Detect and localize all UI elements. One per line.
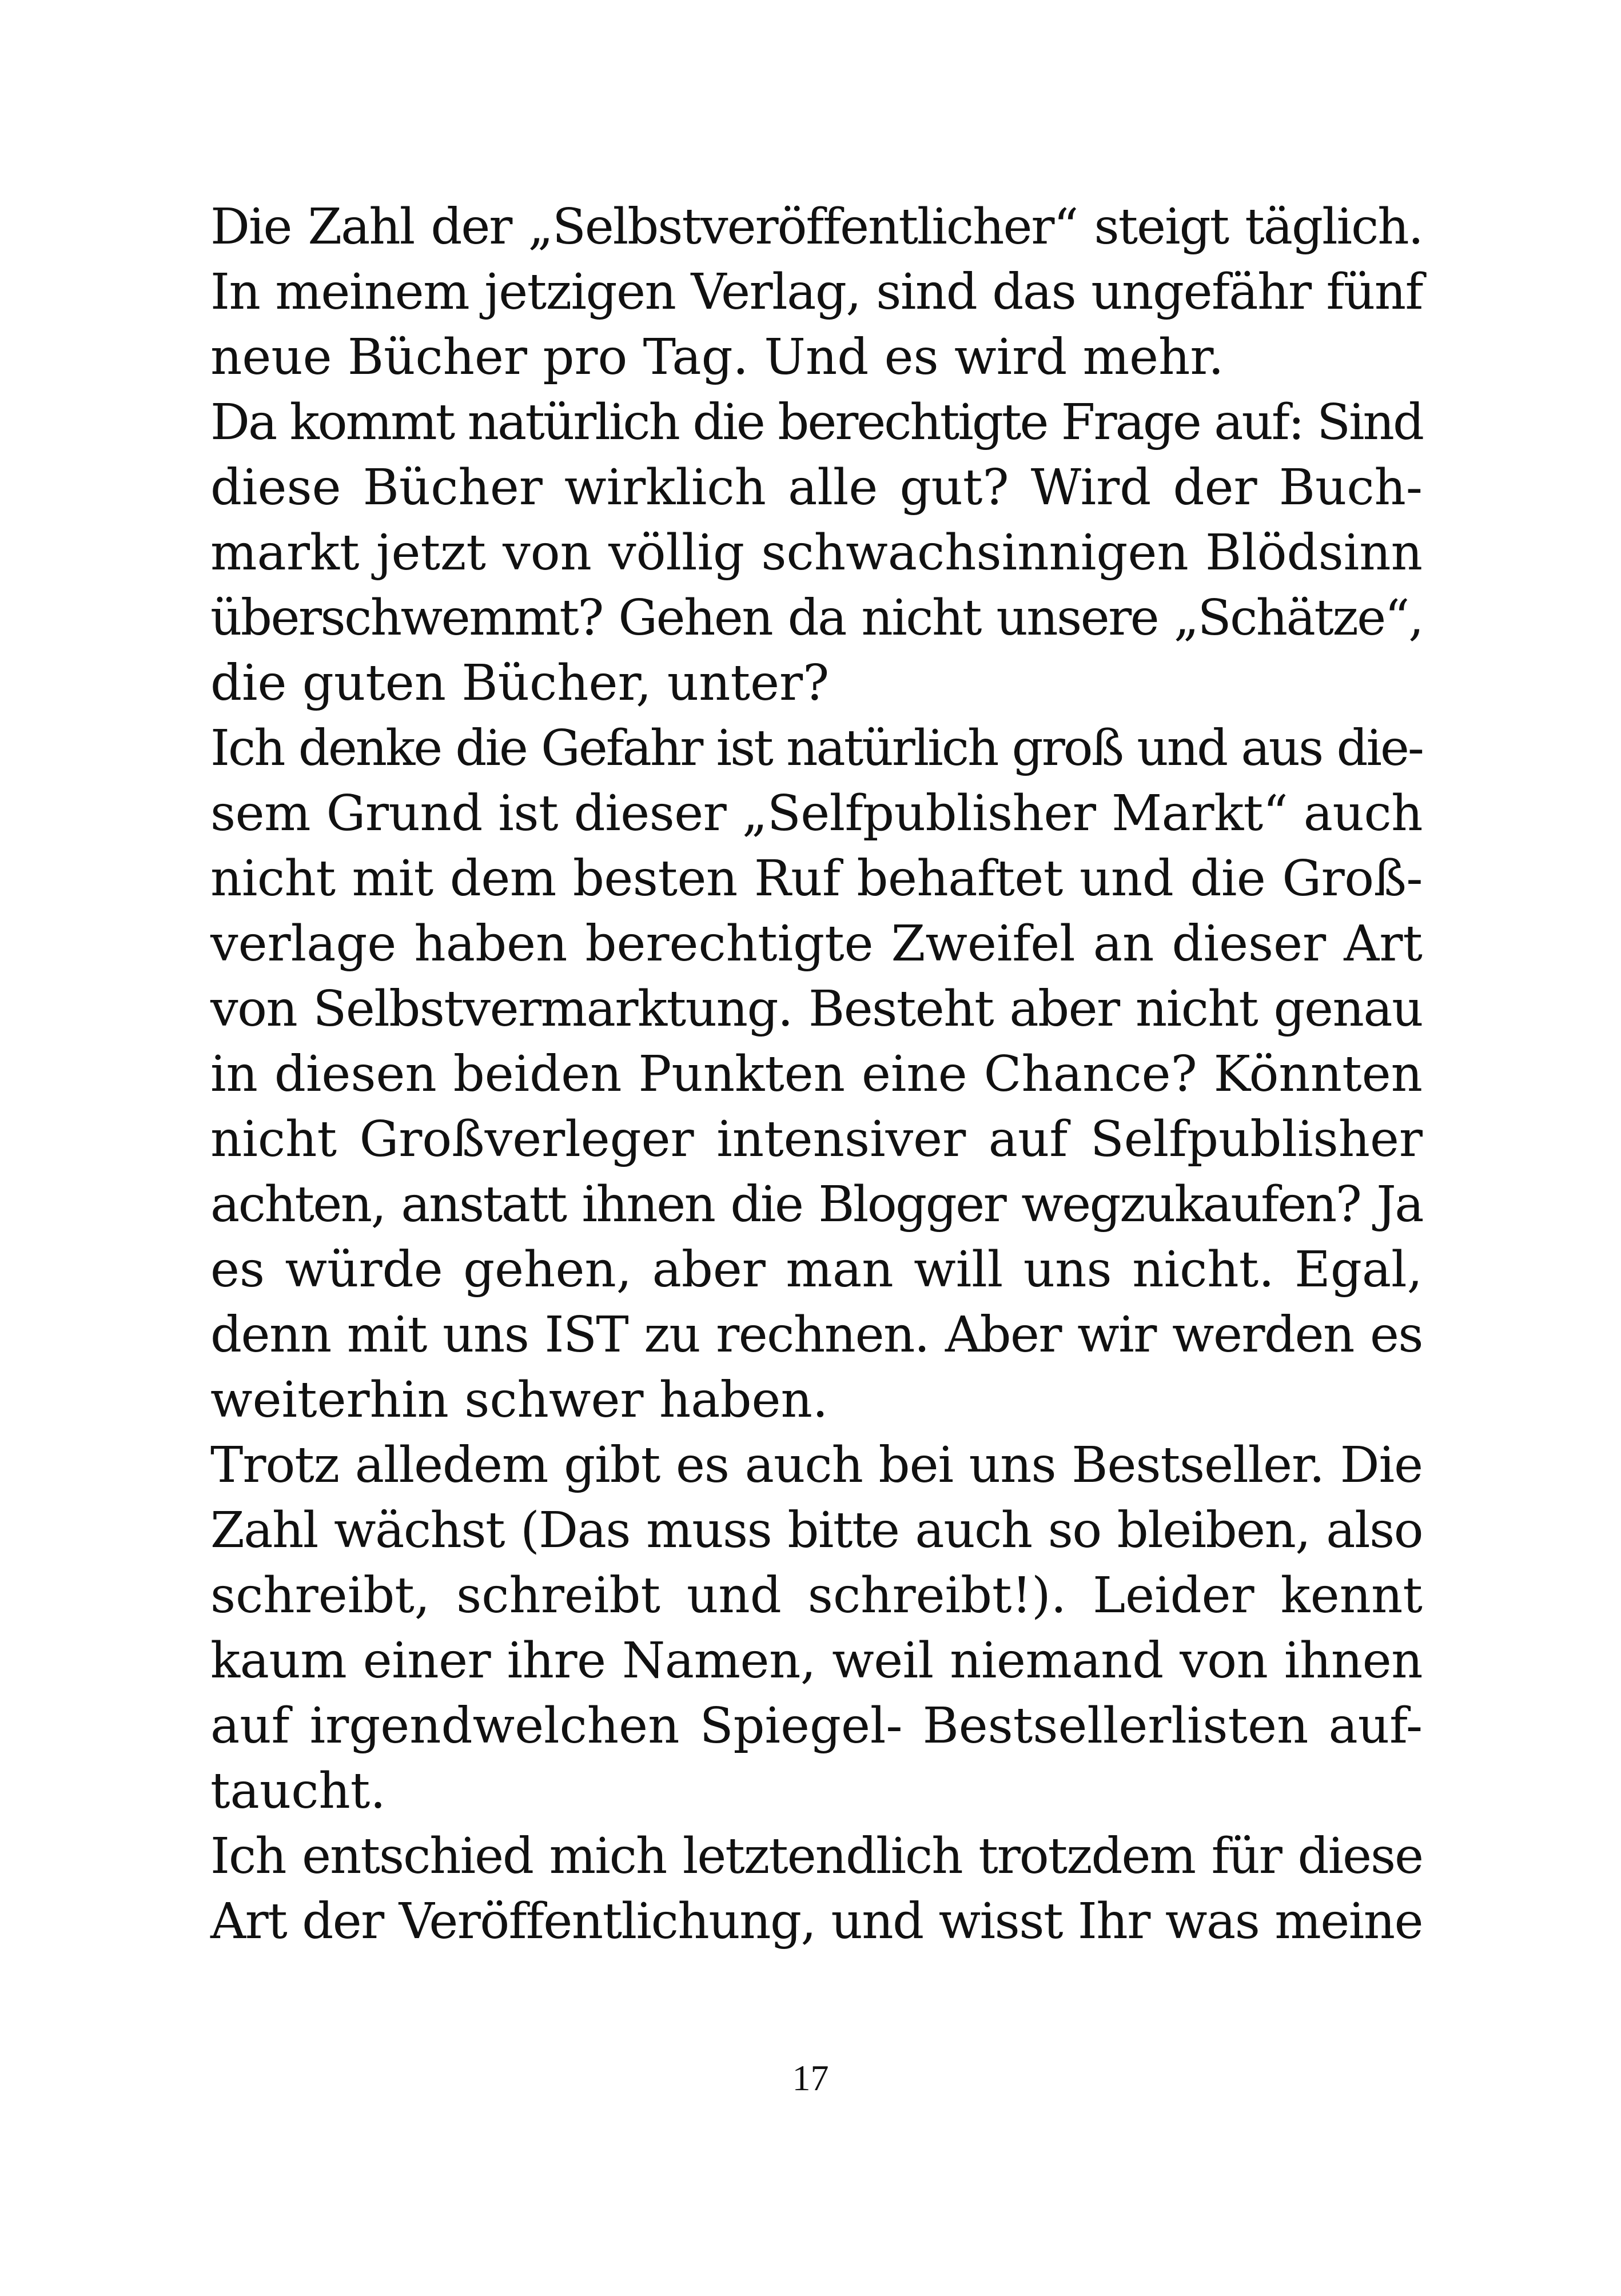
text-line: von Selbstvermarktung. Besteht aber nicht genau xyxy=(210,980,1423,1038)
text-line: denn mit uns IST zu rechnen. Aber wir werden es xyxy=(210,1306,1423,1364)
text-line: Die Zahl der „Selbstveröffentlicher“ steigt täglich. xyxy=(210,198,1423,256)
text-line: auf irgendwelchen Spiegel- Bestsellerlisten auf- xyxy=(210,1697,1423,1755)
text-line: Ich entschied mich letztendlich trotzdem für diese xyxy=(210,1828,1423,1885)
text-line: neue Bücher pro Tag. Und es wird mehr. xyxy=(210,329,1224,386)
text-line: verlage haben berechtigte Zweifel an dieser Art xyxy=(210,915,1423,972)
text-line: markt jetzt von völlig schwachsinnigen Blödsinn xyxy=(210,524,1423,581)
text-line: schreibt, schreibt und schreibt!). Leider kennt xyxy=(210,1567,1423,1624)
text-line: Ich denke die Gefahr ist natürlich groß und aus die- xyxy=(210,720,1423,777)
text-line: Zahl wächst (Das muss bitte auch so bleiben, also xyxy=(210,1502,1423,1559)
text-line: die guten Bücher, unter? xyxy=(210,655,830,712)
text-line: Trotz alledem gibt es auch bei uns Bestseller. Die xyxy=(210,1437,1423,1494)
text-line: taucht. xyxy=(210,1763,386,1820)
text-line: weiterhin schwer haben. xyxy=(210,1372,829,1429)
text-line: nicht mit dem besten Ruf behaftet und die Groß- xyxy=(210,850,1423,907)
text-line: diese Bücher wirklich alle gut? Wird der Buch- xyxy=(210,459,1423,516)
text-line: Da kommt natürlich die berechtigte Frage auf: Sind xyxy=(210,394,1423,451)
text-line: In meinem jetzigen Verlag, sind das ungefähr fünf xyxy=(210,264,1423,321)
text-line: es würde gehen, aber man will uns nicht. Egal, xyxy=(210,1241,1423,1298)
text-line: nicht Großverleger intensiver auf Selfpublisher xyxy=(210,1111,1423,1168)
text-line: Art der Veröffentlichung, und wisst Ihr was meine xyxy=(210,1893,1423,1950)
text-line: kaum einer ihre Namen, weil niemand von ihnen xyxy=(210,1632,1423,1689)
text-line: überschwemmt? Gehen da nicht unsere „Schätze“, xyxy=(210,589,1423,647)
body-text xyxy=(210,194,1423,1954)
text-line: sem Grund ist dieser „Selfpublisher Markt“ auch xyxy=(210,785,1423,842)
text-line: achten, anstatt ihnen die Blogger wegzukaufen? Ja xyxy=(210,1176,1423,1233)
text-line: in diesen beiden Punkten eine Chance? Könnten xyxy=(210,1046,1423,1103)
page-number: 17 xyxy=(792,2058,829,2098)
